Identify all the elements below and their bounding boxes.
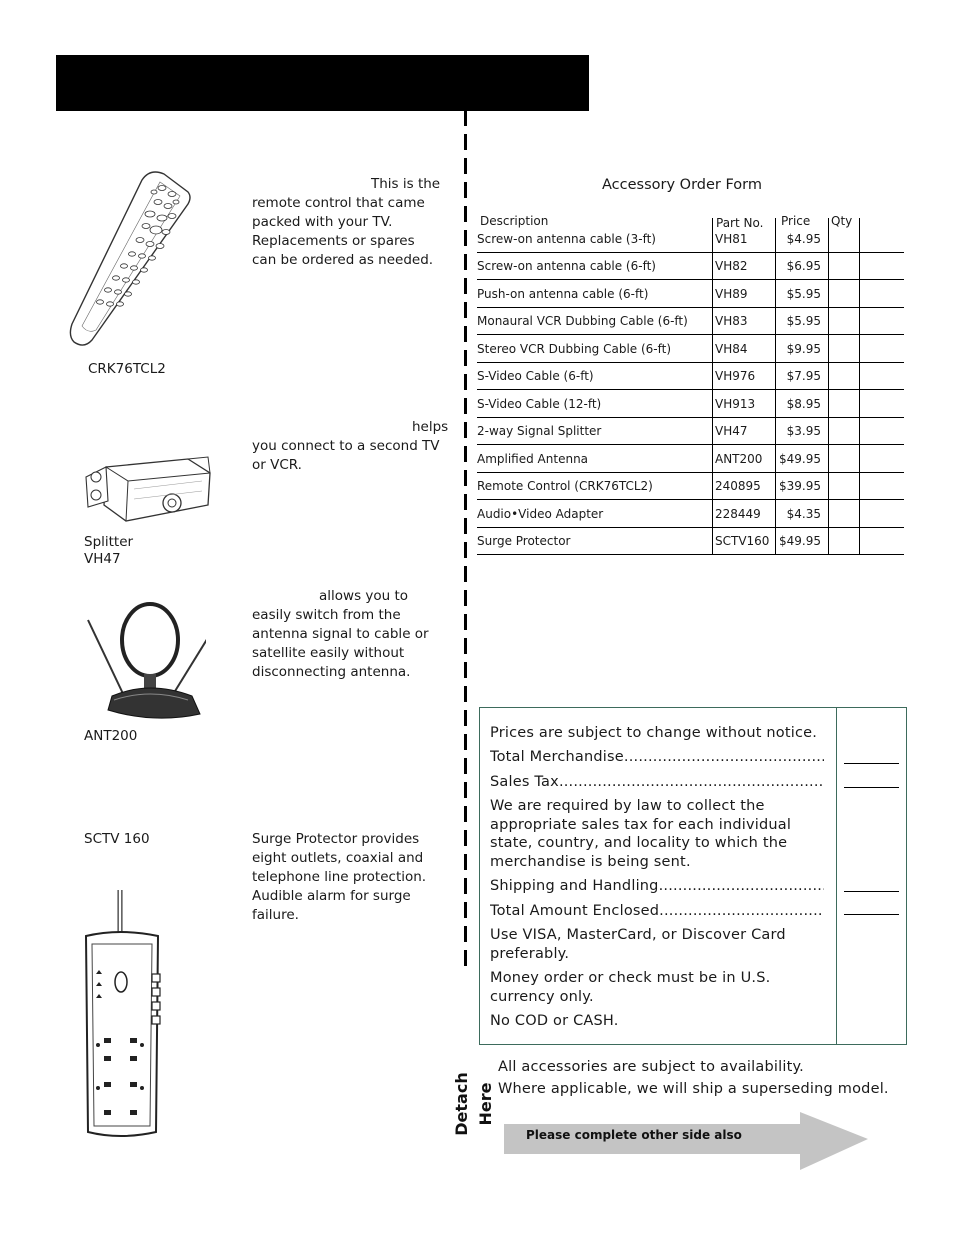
total-enclosed-amount-field[interactable] (844, 914, 899, 915)
row-price: $3.95 (786, 424, 821, 438)
row-qty-field[interactable] (829, 418, 859, 438)
table-row (477, 363, 904, 391)
sales-tax-label (490, 773, 824, 792)
splitter-caption-line: VH47 (84, 551, 121, 567)
row-qty-field[interactable] (829, 226, 859, 246)
surge-protector-image (84, 888, 164, 1138)
column-header-price: Price (781, 214, 811, 228)
table-row (477, 280, 904, 308)
row-price: $4.35 (786, 506, 821, 521)
row-description: Screw-on antenna cable (6-ft) (477, 259, 656, 273)
tax-note: We are required by law to collect the appropriate sales tax for each individual state, country, and locality to which the merchandise is being sent. (490, 798, 792, 870)
row-qty-field[interactable] (829, 336, 859, 356)
row-description: Audio•Video Adapter (477, 506, 604, 521)
row-description: Push-on antenna cable (6-ft) (477, 286, 649, 301)
table-row (477, 225, 904, 253)
table-row (477, 390, 904, 418)
remote-control-image (66, 170, 196, 348)
row-price: $5.95 (786, 286, 821, 301)
row-qty-field[interactable] (829, 281, 859, 301)
row-qty-field[interactable] (829, 253, 859, 273)
splitter-description (252, 418, 452, 475)
row-part-no: VH81 (715, 231, 748, 246)
row-price: $9.95 (786, 341, 821, 356)
availability-line-2: Where applicable, we will ship a superseding model. (498, 1081, 889, 1097)
row-description: Remote Control (CRK76TCL2) (477, 479, 653, 493)
total-merchandise-label (490, 748, 824, 767)
row-qty-field[interactable] (829, 363, 859, 383)
row-part-no: VH89 (715, 286, 748, 301)
splitter-caption-line: Splitter (84, 534, 134, 550)
row-description: Stereo VCR Dubbing Cable (6-ft) (477, 341, 672, 356)
row-part-no: VH82 (715, 259, 748, 273)
remote-description-text: This is the remote control that came packed with your TV. Replacements or spares can be ordered as needed. (252, 176, 441, 268)
row-qty-field[interactable] (829, 308, 859, 328)
cut-line (464, 110, 467, 970)
totals-box-divider (836, 708, 837, 1044)
row-price: $39.95 (779, 479, 821, 493)
row-part-no: VH47 (715, 424, 748, 438)
row-price: $4.95 (786, 231, 821, 246)
detach-here-label: Detach Here (452, 1072, 495, 1136)
table-row (477, 528, 904, 556)
total-enclosed-label (490, 902, 824, 921)
splitter-image (84, 455, 214, 525)
row-description: Surge Protector (477, 534, 571, 548)
total-merchandise-text: Total Merchandise (490, 749, 624, 765)
currency-note: Money order or check must be in U.S. currency only. (490, 970, 771, 1005)
table-row (477, 308, 904, 336)
price-notice: Prices are subject to change without notice. (490, 725, 818, 741)
surge-caption: SCTV 160 (84, 831, 150, 847)
availability-line-1: All accessories are subject to availability. (498, 1059, 804, 1075)
row-description: S-Video Cable (12-ft) (477, 396, 602, 411)
table-row (477, 253, 904, 281)
order-form-title: Accessory Order Form (602, 177, 763, 193)
row-part-no: ANT200 (715, 451, 763, 466)
row-part-no: VH84 (715, 341, 748, 356)
splitter-caption (84, 534, 133, 568)
complete-other-side-label: Please complete other side also (526, 1128, 742, 1142)
shipping-text: Shipping and Handling (490, 878, 659, 894)
table-row (477, 335, 904, 363)
surge-description: Surge Protector provides eight outlets, coaxial and telephone line protection. Audible alarm for surge failure. (252, 831, 427, 923)
shipping-amount-field[interactable] (844, 891, 899, 892)
row-qty-field[interactable] (829, 528, 859, 548)
row-part-no: 240895 (715, 479, 761, 493)
row-qty-field[interactable] (829, 391, 859, 411)
table-row (477, 473, 904, 501)
row-qty-field[interactable] (829, 501, 859, 521)
row-price: $5.95 (786, 314, 821, 328)
antenna-description-text: allows you to easily switch from the antenna signal to cable or satellite easily without disconnecting antenna. (252, 588, 429, 680)
row-part-no: VH976 (715, 369, 756, 383)
row-description: S-Video Cable (6-ft) (477, 369, 594, 383)
antenna-image (84, 600, 206, 722)
antenna-description (252, 587, 452, 682)
row-description: 2-way Signal Splitter (477, 424, 602, 438)
sales-tax-amount-field[interactable] (844, 787, 899, 788)
row-price: $6.95 (786, 259, 821, 273)
shipping-label (490, 877, 824, 896)
antenna-caption: ANT200 (84, 728, 138, 744)
row-description: Amplified Antenna (477, 451, 589, 466)
row-price: $8.95 (786, 396, 821, 411)
header-bar (56, 55, 589, 111)
remote-caption: CRK76TCL2 (88, 361, 166, 377)
total-enclosed-text: Total Amount Enclosed (490, 903, 660, 919)
row-price: $7.95 (786, 369, 821, 383)
row-qty-field[interactable] (829, 446, 859, 466)
row-description: Screw-on antenna cable (3-ft) (477, 231, 656, 246)
row-price: $49.95 (779, 534, 821, 548)
card-note: Use VISA, MasterCard, or Discover Card preferably. (490, 927, 786, 962)
no-cod-note: No COD or CASH. (490, 1013, 619, 1029)
column-header-qty: Qty (831, 214, 853, 228)
row-description: Monaural VCR Dubbing Cable (6-ft) (477, 314, 688, 328)
sales-tax-text: Sales Tax (490, 774, 559, 790)
table-row (477, 445, 904, 473)
column-header-description: Description (480, 214, 549, 228)
table-row (477, 500, 904, 528)
row-qty-field[interactable] (829, 473, 859, 493)
row-part-no: VH913 (715, 396, 756, 411)
remote-description (252, 175, 452, 270)
merchandise-amount-field[interactable] (844, 763, 899, 764)
row-part-no: VH83 (715, 314, 748, 328)
table-row (477, 418, 904, 446)
row-part-no: SCTV160 (715, 534, 770, 548)
row-part-no: 228449 (715, 506, 761, 521)
row-price: $49.95 (779, 451, 821, 466)
splitter-description-text: helps you connect to a second TV or VCR. (252, 419, 449, 473)
column-header-part-no: Part No. (716, 216, 764, 230)
